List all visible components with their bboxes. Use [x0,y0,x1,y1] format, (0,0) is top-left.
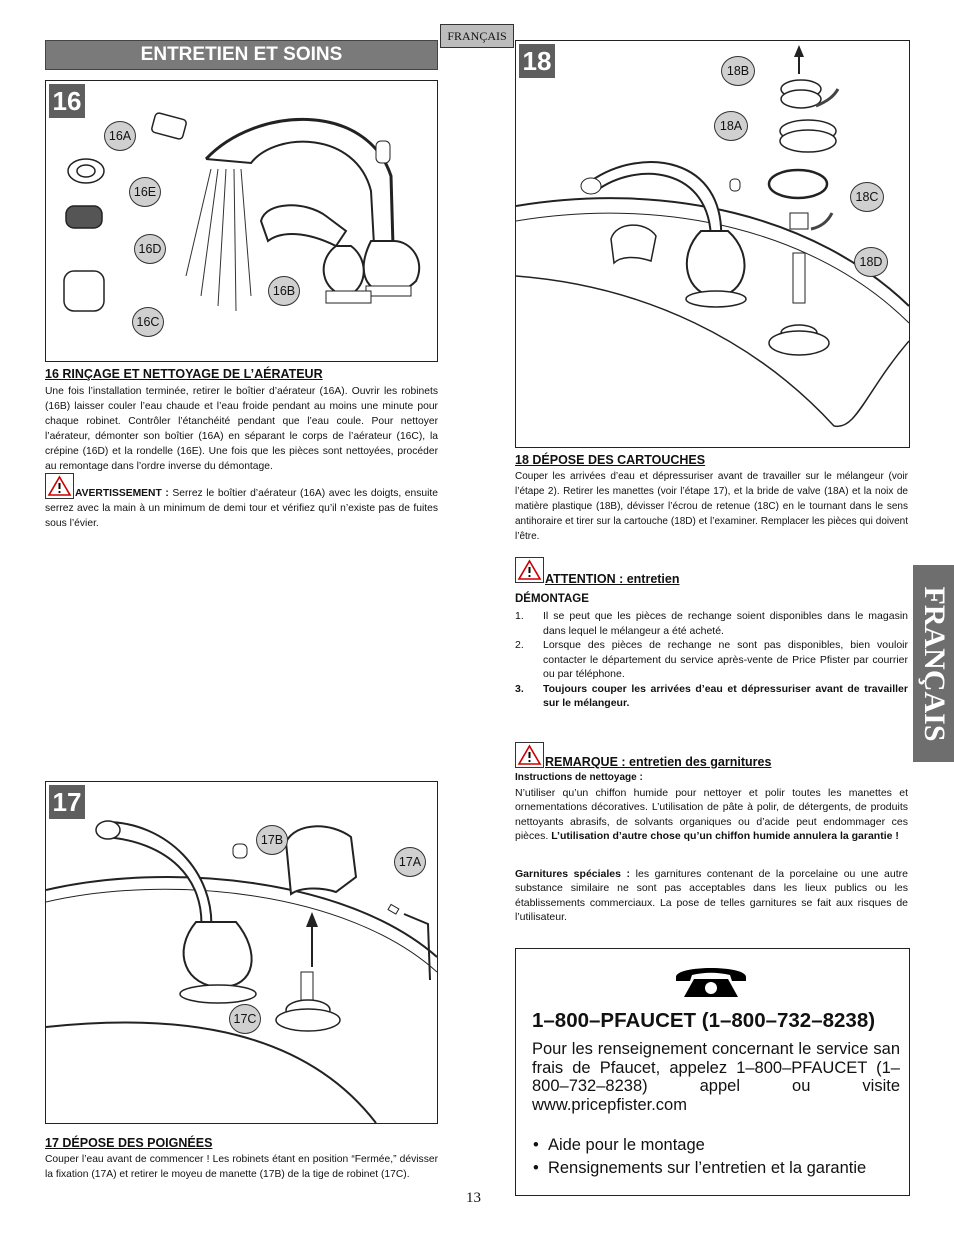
remark-special-text: les garnitures contenant de la porcelaine ou une autre substance similaire ne sont pas acceptables dans les lieux publics ou les établissements commerciaux. La pose de telles garnitures se fait aux risques de l’utilisateur. [515,868,908,923]
remark-special [515,867,908,924]
phone-bullet: • Rensignements sur l’entretien et la garantie [533,1159,867,1177]
telephone-icon [672,963,750,999]
phone-bullet: • Aide pour le montage [533,1136,705,1154]
callout-16e: 16E [129,177,161,207]
figure-18-number: 18 [519,44,555,78]
remark-body-text: N’utiliser qu’un chiffon humide pour nettoyer et polir toutes les manettes et ornementations décoratives. L’utilisation de pâte à polir, de détergents, de produits nettoyants abrasifs, de solvants organiques ou d’acide peut endommager ces pièces. [515,787,908,842]
callout-16a: 16A [104,121,136,151]
step-17-title: 17 DÉPOSE DES POIGNÉES [45,1136,213,1150]
page-number: 13 [466,1190,481,1206]
remark-body [515,786,908,843]
side-tab-label: FRANÇAIS [917,585,951,742]
callout-17a: 17A [394,847,426,877]
caution-list [515,609,908,711]
step-16-body: Une fois l’installation terminée, retirer le boîtier d’aérateur (16A). Ouvrir les robinets (16B) laisser couler l’eau chaude et l’eau froide pendant au moins une minute pour chaque robinet. Contrôler l’étanchéité pendant que l’eau coule. Pour nettoyer l’aérateur, démonter son boîtier (16A) en séparant le corps de l’aérateur (16C), la crépine (16D) et la rondelle (16E). Une fois que les pièces sont nettoyées, procéder au remontage dans l’ordre inverse du démontage. [45,386,438,472]
caution-icon [515,557,544,583]
step-16-title: 16 RINÇAGE ET NETTOYAGE DE L’AÉRATEUR [45,367,323,381]
caution-item: 1. Il se peut que les pièces de rechange soient disponibles dans le magasin dans lequel le mélangeur a été acheté. [515,610,908,637]
warning-label: AVERTISSEMENT : [75,488,169,499]
handle-removal-illustration [46,782,437,1123]
caution-item: 2. Lorsque des pièces de rechange ne sont pas disponibles, bien vouloir contacter le département du service après-vente de Price Pfister par courrier ou par téléphone. [515,639,908,680]
warning-icon [45,473,74,499]
step-18-body: Couper les arrivées d’eau et dépressuriser avant de travailler sur le mélangeur (voir l’étape 2). Retirer les manettes (voir l’étape 17), et la bride de valve (18A) et la noix de matière plastique (18B), dévisser l’écrou de retenue (18C) en le tournant dans le sens antihoraire et tirer sur la cartouche (18D) et l’examiner. Remplacer les pièces qui doivent l’être. [515,471,908,542]
phone-description: Pour les renseignement concernant le service san frais de Pfaucet, appelez 1–800–PFAUCET (1–800–732–8238) appel ou visite www.pricepfister.com [532,1040,900,1114]
section-header: ENTRETIEN ET SOINS [45,40,438,70]
callout-16b: 16B [268,276,300,306]
callout-17b: 17B [256,825,288,855]
remark-title: REMARQUE : entretien des garnitures [545,755,772,769]
cartridge-removal-illustration [516,41,909,447]
step-18-title: 18 DÉPOSE DES CARTOUCHES [515,453,706,467]
remark-subtitle: Instructions de nettoyage : [515,772,643,783]
warning-text: Serrez le boîtier d’aérateur (16A) avec les doigts, ensuite serrez avec la main à un minimum de demi tour et vérifiez qu’il n’existe pas de fuites sous l’évier. [45,488,438,529]
callout-18b: 18B [721,56,755,86]
remark-special-label: Garnitures spéciales : [515,868,631,880]
caution-title: ATTENTION : entretien [545,572,680,586]
callout-18c: 18C [850,182,884,212]
aerator-illustration [46,81,437,361]
step-17-body: Couper l’eau avant de commencer ! Les robinets étant en position “Fermée,” dévisser la fixation (17A) et retirer le moyeu de manette (17B) de la tige de robinet (17C). [45,1154,438,1180]
figure-18 [515,40,910,448]
language-side-tab [913,565,954,762]
callout-16d: 16D [134,234,166,264]
callout-16c: 16C [132,307,164,337]
figure-16 [45,80,438,362]
caution-subtitle: DÉMONTAGE [515,593,589,605]
customer-service-box [515,948,910,1196]
phone-number: 1–800–PFAUCET (1–800–732–8238) [532,1009,876,1032]
figure-17-number: 17 [49,785,85,819]
figure-17 [45,781,438,1124]
callout-17c: 17C [229,1004,261,1034]
remark-body-bold: L’utilisation d’autre chose qu’un chiffon humide annulera la garantie ! [551,829,899,842]
step-16-warning [45,473,438,531]
callout-18d: 18D [854,247,888,277]
caution-item: 3. Toujours couper les arrivées d’eau et dépressuriser avant de travailler sur le mélangeur. [515,682,908,709]
figure-16-number: 16 [49,84,85,118]
callout-18a: 18A [714,111,748,141]
language-tag: FRANÇAIS [440,24,514,48]
remark-icon [515,742,544,768]
